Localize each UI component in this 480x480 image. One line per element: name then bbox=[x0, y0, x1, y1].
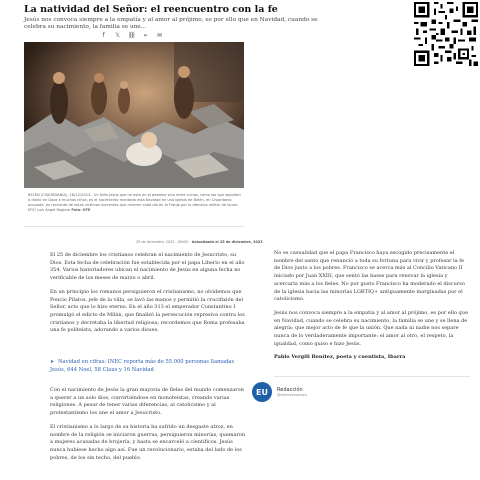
paragraph: El 25 de diciembre los cristianos celebran el nacimiento de Jesucristo, su Dios. Esta fecha de celebración fue establecida por el papa Liberio en el año 354. Varios historiadores ubican el nacimiento de Jesús en alguna fecha no verificable de los meses de marzo o abril. bbox=[50, 252, 245, 282]
updated-date: Actualizado el 25 de diciembre, 2023 bbox=[191, 240, 263, 244]
paragraph: Con el nacimiento de Jesús la gran mayoría de fieles del mundo comenzaron a querer a un solo dios, convirtiéndose en monoteístas, creando varias religiones. A pesar de tener varias diferencias, al catolicismo y al protestantismo los une el amor a Jesucristo. bbox=[50, 387, 244, 417]
article-title: La natividad del Señor: el reencuentro con la fe bbox=[24, 4, 278, 15]
twitter-icon[interactable]: 𝕏 bbox=[115, 32, 120, 39]
article-photo bbox=[24, 42, 244, 188]
paragraph: Jesús nos convoca siempre a la empatía y al amor al prójimo, es por ello que en Navidad, cuando se celebra su nacimiento, la familia se une y se llena de alegría; que mejor acto de fe que la unión. Que nada ni nadie nos separe nunca de lo verdaderamente importante: el amor al otro, el respeto, la igualdad, como quiso e hizo Jesús. bbox=[274, 309, 468, 347]
photo-caption bbox=[28, 193, 244, 213]
article-subtitle: Jesús nos convoca siempre a la empatía y al amor al prójimo, es por ello que en Navidad, cuando se celebra su nacimiento, la familia se une... bbox=[24, 17, 318, 30]
article-dates bbox=[136, 240, 263, 244]
paragraph: El cristianismo a lo largo de su historia ha sufrido un desgaste atroz, en nombre de la religión se iniciaron guerras, persiguieron minorías, quemaron a mujeres acusadas de brujería, y hasta se encarceló a científicos. Jesús nunca hubiese hecho algo así. Fue un revolucionario, estaba del lado de los pobres, de los sin techo, del pueblo. bbox=[50, 423, 246, 461]
share-bar bbox=[100, 32, 163, 39]
caption-divider bbox=[24, 226, 244, 227]
paragraph: No es casualidad que el papa Francisco haya escogido precisamente el nombre del santo que renunció a toda su fortuna para vivir y profesar la fe de Dios junto a los pobres. Francisco se acerca más al Concilio Vaticano II iniciado por Juan XXIII, que sentó las bases para renovar la iglesia y acercarla más a los fieles. No por gusto Francisco ha moderado el discurso de la iglesia hacia las minorías LGBTIQ+ antiguamente marginadas por el catolicismo. bbox=[274, 250, 465, 303]
paragraph: En un principio los romanos persiguieron el cristianismo, no olvidemos que Poncio Pilatos, jefe de la villa, se lavó las manos y permitió la crucifixión del Señor, acto que lo hizo eterno. En el año 313 el emperador Constantino I promulgó el edicto de Milán, que finalizó la persecución represiva contra los cristianos y decretaba la libertad religiosa; recordemos que Roma profesaba una fe politeísta, adorando a varios dioses. bbox=[50, 288, 245, 334]
caption-credit: Foto: EFE bbox=[71, 208, 91, 212]
published-date: 25 de diciembre, 2023 - 00h00 bbox=[136, 240, 189, 244]
article-body-right bbox=[274, 250, 470, 368]
telegram-icon[interactable]: ➢ bbox=[142, 32, 149, 39]
author-handle: @eluniversocom bbox=[277, 393, 307, 397]
caption-text: BELEN (CISJORDANIA), 18/12/2023.- Un Niño Jesús que no está en el pesebre sino entre ruinas, como las que sepultan a diario en Gaza a muchos niños, es el nacimiento montado esta Navidad en una iglesia de Belén, en Cisjordania ocupada, en recuerdo de estas víctimas inocentes que mueren cada día en la Franja por la ofensiva militar de Israel. EFE/ Luis Ángel Reglero bbox=[28, 193, 241, 212]
author-divider bbox=[274, 376, 470, 377]
author-signature: Pablo Vergili Benítez, poeta y cuentista, Ibarra bbox=[274, 354, 406, 361]
author-name[interactable]: Redacción bbox=[277, 387, 303, 393]
author-card[interactable] bbox=[252, 382, 307, 402]
article-body-left bbox=[50, 252, 246, 341]
qr-code-icon bbox=[414, 2, 478, 66]
author-info bbox=[277, 387, 307, 397]
related-article-text[interactable]: Navidad en cifras: INEC reporta más de 55.000 personas llamadas Jesús, 644 Noel, 58 Claus y 16 Navidad bbox=[50, 359, 235, 373]
related-article-link[interactable] bbox=[50, 359, 240, 374]
author-logo: EU bbox=[252, 382, 272, 402]
link-icon[interactable]: ⛓ bbox=[128, 32, 136, 39]
arrow-icon: ➤ bbox=[50, 359, 55, 365]
email-icon[interactable]: ✉ bbox=[156, 32, 163, 39]
facebook-icon[interactable]: f bbox=[102, 32, 105, 39]
article-body-left-2 bbox=[50, 387, 246, 468]
